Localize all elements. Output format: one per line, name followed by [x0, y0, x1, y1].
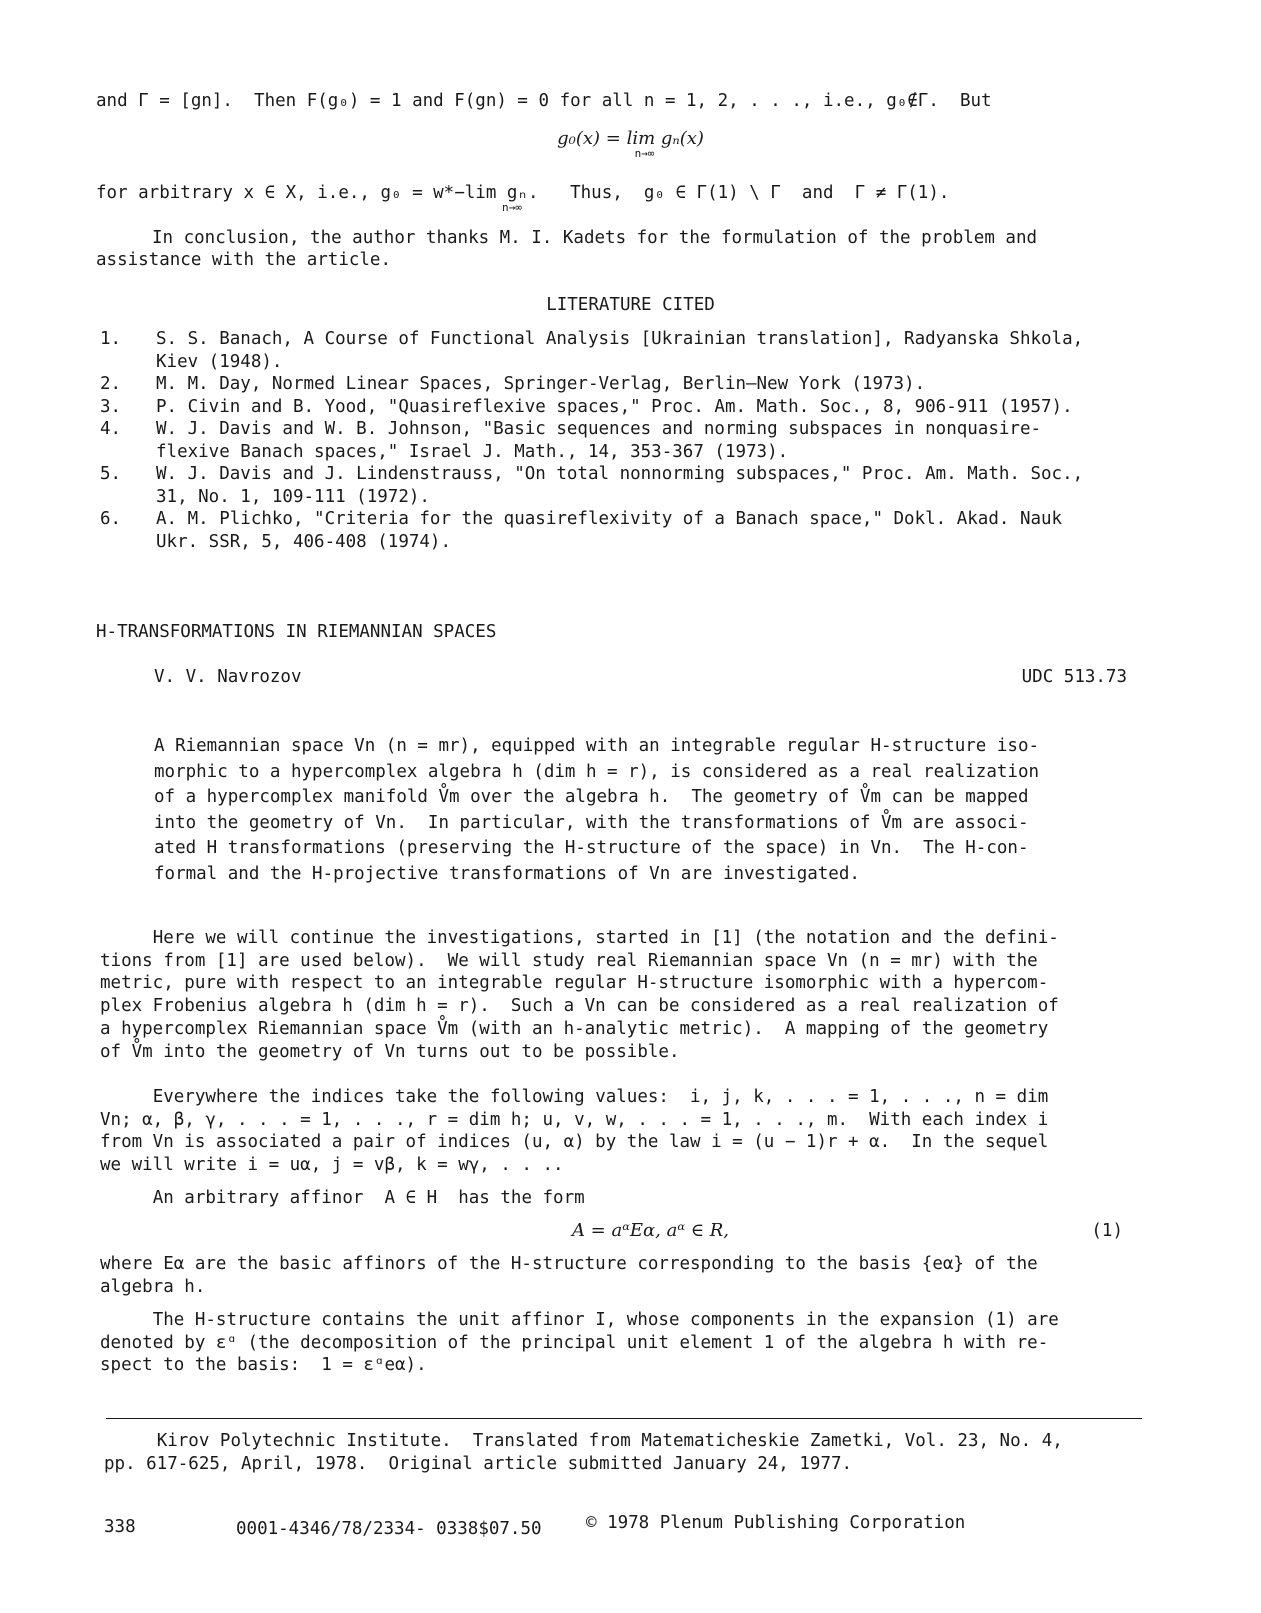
equation: g₀(x) = lim gₙ(x) [557, 128, 704, 149]
literature-heading: LITERATURE CITED [546, 295, 715, 315]
reference-number: 6. [100, 509, 122, 529]
udc-code: UDC 513.73 [1021, 667, 1127, 687]
equation: A = aᵅEα, aᵅ ∈ R, [571, 1220, 730, 1241]
reference-text: W. J. Davis and W. B. Johnson, "Basic sequences and norming subspaces in nonquasire- flexive Banach spaces," Israel J. Math., 14, 353-367 (1973). [156, 419, 1042, 462]
article-author: V. V. Navrozov [154, 667, 302, 687]
abstract: A Riemannian space Vn (n = mr), equipped with an integrable regular H-structure iso- morphic to a hypercomplex algebra h (dim h = r), is considered as a real realization of a hypercomplex manifold V̊m over the algebra h. The geometry of V̊m can be mapped into the geometry of Vn. In particular, with the transformations of V̊m are associ- ated H transformations (preserving the H-structure of the space) in Vn. The H-con- formal and the H-projective transformations of Vn are investigated. [154, 736, 1040, 884]
reference-text: P. Civin and B. Yood, "Quasireflexive spaces," Proc. Am. Math. Soc., 8, 906-911 (1957). [156, 397, 1073, 417]
text-line: for arbitrary x ∈ X, i.e., g₀ = w*−lim gₙ. Thus, g₀ ∈ Γ(1) \ Γ and Γ ≠ Γ(1). [96, 183, 950, 203]
conclusion-paragraph: In conclusion, the author thanks M. I. Kadets for the formulation of the problem and [152, 228, 1038, 248]
reference-number: 4. [100, 419, 122, 439]
reference-text: A. M. Plichko, "Criteria for the quasireflexivity of a Banach space," Dokl. Akad. Nauk Ukr. SSR, 5, 406-408 (1974). [156, 509, 1063, 552]
footnote-rule [106, 1418, 1142, 1419]
reference-text: W. J. Davis and J. Lindenstrauss, "On total nonnorming subspaces," Proc. Am. Math. Soc., 31, No. 1, 109-111 (1972). [156, 464, 1084, 507]
equation-number: (1) [1091, 1221, 1123, 1241]
page-number: 338 [104, 1517, 136, 1537]
reference-text: S. S. Banach, A Course of Functional Analysis [Ukrainian translation], Radyanska Shkola, Kiev (1948). [156, 329, 1084, 372]
text-line: and Γ = [gn]. Then F(g₀) = 1 and F(gn) = 0 for all n = 1, 2, . . ., i.e., g₀∉Γ. But [96, 91, 992, 111]
article-code: 0001-4346/78/2334- 0338$07.50 [236, 1519, 542, 1539]
paragraph: where Eα are the basic affinors of the H-structure corresponding to the basis {eα} of the algebra h. [100, 1254, 1038, 1297]
reference-number: 3. [100, 397, 122, 417]
equation-subscript: n→∞ [502, 201, 522, 214]
reference-number: 1. [100, 329, 122, 349]
paragraph: An arbitrary affinor A ∈ H has the form [100, 1188, 585, 1208]
paragraph: Here we will continue the investigations, started in [1] (the notation and the defini- tions from [1] are used below). We will study real Riemannian space Vn (n = mr) with the metric, pure with respect to an integrable regular H-structure isomorphic with a hypercom- plex Frobenius algebra h (dim h = r). Such a Vn can be considered as a real realization of a hypercomplex Riemannian space V̊m (with an h-analytic metric). A mapping of the geometry of V̊m into the geometry of Vn turns out to be possible. [100, 928, 1059, 1062]
footnote: Kirov Polytechnic Institute. Translated from Matematicheskie Zametki, Vol. 23, No. 4, pp. 617-625, April, 1978. Original article submitted January 24, 1977. [104, 1431, 1063, 1474]
copyright: © 1978 Plenum Publishing Corporation [586, 1513, 966, 1533]
reference-number: 2. [100, 374, 122, 394]
paragraph: The H-structure contains the unit affinor I, whose components in the expansion (1) are denoted by εᵅ (the decomposition of the principal unit element 1 of the algebra h with re- spect to the basis: 1 = εᵅeα). [100, 1310, 1059, 1375]
reference-text: M. M. Day, Normed Linear Spaces, Springer-Verlag, Berlin—New York (1973). [156, 374, 926, 394]
conclusion-paragraph: assistance with the article. [96, 250, 392, 270]
reference-number: 5. [100, 464, 122, 484]
article-title: H-TRANSFORMATIONS IN RIEMANNIAN SPACES [96, 622, 497, 642]
paragraph: Everywhere the indices take the following values: i, j, k, . . . = 1, . . ., n = dim Vn; α, β, γ, . . . = 1, . . ., r = dim h; u, v, w, . . . = 1, . . ., m. With each index i from Vn is associated a pair of indices (u, α) by the law i = (u − 1)r + α. In the sequel we will write i = uα, j = vβ, k = wγ, . . .. [100, 1087, 1049, 1175]
equation-subscript: n→∞ [634, 147, 655, 160]
